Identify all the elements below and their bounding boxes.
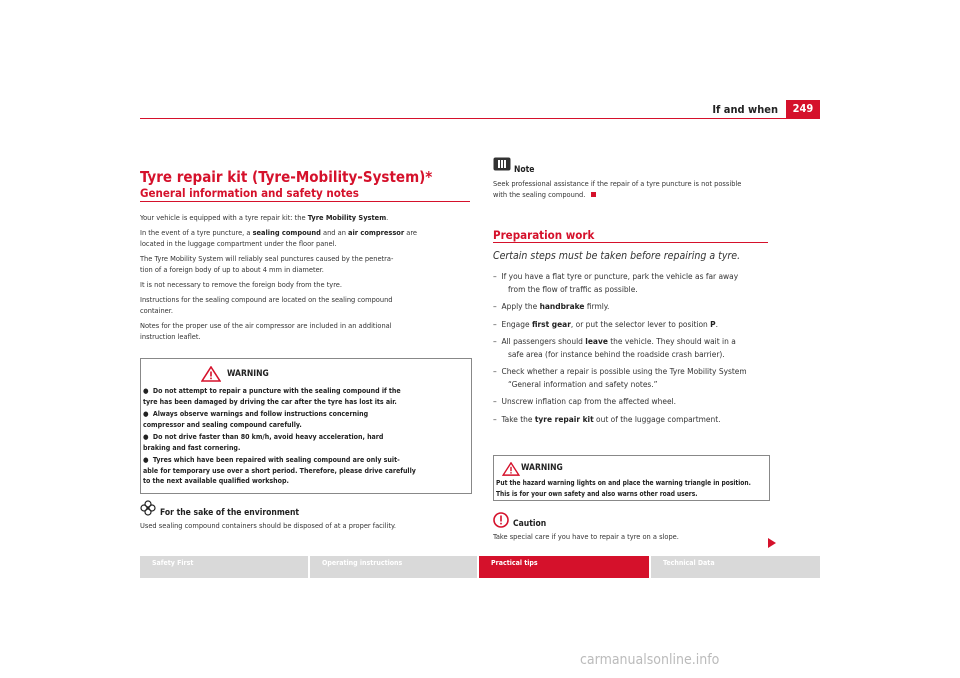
intro-paragraphs (140, 212, 475, 342)
section-rule (140, 201, 470, 202)
warning-item: ● Always observe warnings and follow instructions concerning compressor and sealing compound carefully. (143, 410, 369, 429)
environment-flower-icon (140, 500, 156, 520)
list-item: – If you have a flat tyre or puncture, park the vehicle as far away from the flow of traffic as possible. (493, 271, 739, 294)
running-header-title: If and when (712, 103, 778, 116)
steps-list (493, 270, 783, 425)
warning-box (140, 358, 472, 494)
environment-text: Used sealing compound containers should be disposed of at a proper facility. (140, 521, 396, 530)
list-item: – Check whether a repair is possible using the Tyre Mobility System “General information and safety notes.” (493, 366, 747, 389)
section-rule (493, 242, 768, 243)
paragraph: It is not necessary to remove the foreign body from the tyre. (140, 280, 343, 289)
continue-arrow-icon (768, 533, 776, 552)
warning-list (143, 386, 467, 487)
end-of-section-marker (591, 192, 596, 197)
intro-italic: Certain steps must be taken before repairing a tyre. (493, 250, 741, 262)
warning-title: WARNING (227, 369, 269, 379)
environment-title: For the sake of the environment (160, 508, 300, 518)
footer-tab-operating-instructions[interactable]: Operating instructions (310, 556, 477, 578)
footer-tab-practical-tips[interactable]: Practical tips (479, 556, 649, 578)
paragraph: Notes for the proper use of the air compressor are included in an additional instruction leaflet. (140, 321, 392, 341)
chapter-title: Tyre repair kit (Tyre-Mobility-System)* (140, 168, 433, 186)
page-number: 249 (786, 100, 820, 118)
list-item: – Apply the handbrake firmly. (493, 301, 610, 311)
section-title: General information and safety notes (140, 186, 359, 200)
paragraph: The Tyre Mobility System will reliably seal punctures caused by the penetra- tion of a foreign body of up to about 4 mm in diameter. (140, 254, 394, 274)
warning-triangle-icon (201, 366, 221, 386)
warning-text: Put the hazard warning lights on and place the warning triangle in position. This is for your own safety and also warns other road users. (496, 479, 751, 498)
warning-box (493, 455, 770, 501)
list-item: – Take the tyre repair kit out of the luggage compartment. (493, 413, 721, 424)
list-item: – Engage first gear, or put the selector lever to position P. (493, 318, 718, 329)
note-text: Seek professional assistance if the repair of a tyre puncture is not possible with the sealing compound. (493, 179, 742, 199)
caution-icon (493, 512, 509, 532)
paragraph: Instructions for the sealing compound are located on the sealing compound container. (140, 295, 393, 315)
caution-title: Caution (513, 519, 547, 529)
note-title: Note (514, 165, 535, 175)
footer-tab-technical-data[interactable]: Technical Data (651, 556, 820, 578)
warning-title: WARNING (521, 463, 563, 473)
footer-tab-safety-first[interactable]: Safety First (140, 556, 308, 578)
header-rule (140, 118, 820, 119)
paragraph: Your vehicle is equipped with a tyre repair kit: the Tyre Mobility System. (140, 213, 389, 222)
warning-item: ● Do not drive faster than 80 km/h, avoid heavy acceleration, hard braking and fast cornering. (143, 433, 384, 452)
list-item: – All passengers should leave the vehicle. They should wait in a safe area (for instance behind the roadside crash barrier). (493, 336, 736, 359)
section-title-preparation: Preparation work (493, 228, 595, 242)
warning-item: ● Tyres which have been repaired with sealing compound are only suit- able for temporary use over a short period. Therefore, please drive carefully to the next available qualified workshop. (143, 456, 416, 485)
paragraph: In the event of a tyre puncture, a sealing compound and an air compressor are located in the luggage compartment under the floor panel. (140, 228, 418, 248)
watermark: carmanualsonline.info (580, 652, 720, 668)
warning-item: ● Do not attempt to repair a puncture with the sealing compound if the tyre has been damaged by driving the car after the tyre has lost its air. (143, 387, 401, 406)
note-icon (493, 156, 511, 175)
list-item: – Unscrew inflation cap from the affected wheel. (493, 396, 677, 406)
caution-text: Take special care if you have to repair a tyre on a slope. (493, 532, 679, 541)
